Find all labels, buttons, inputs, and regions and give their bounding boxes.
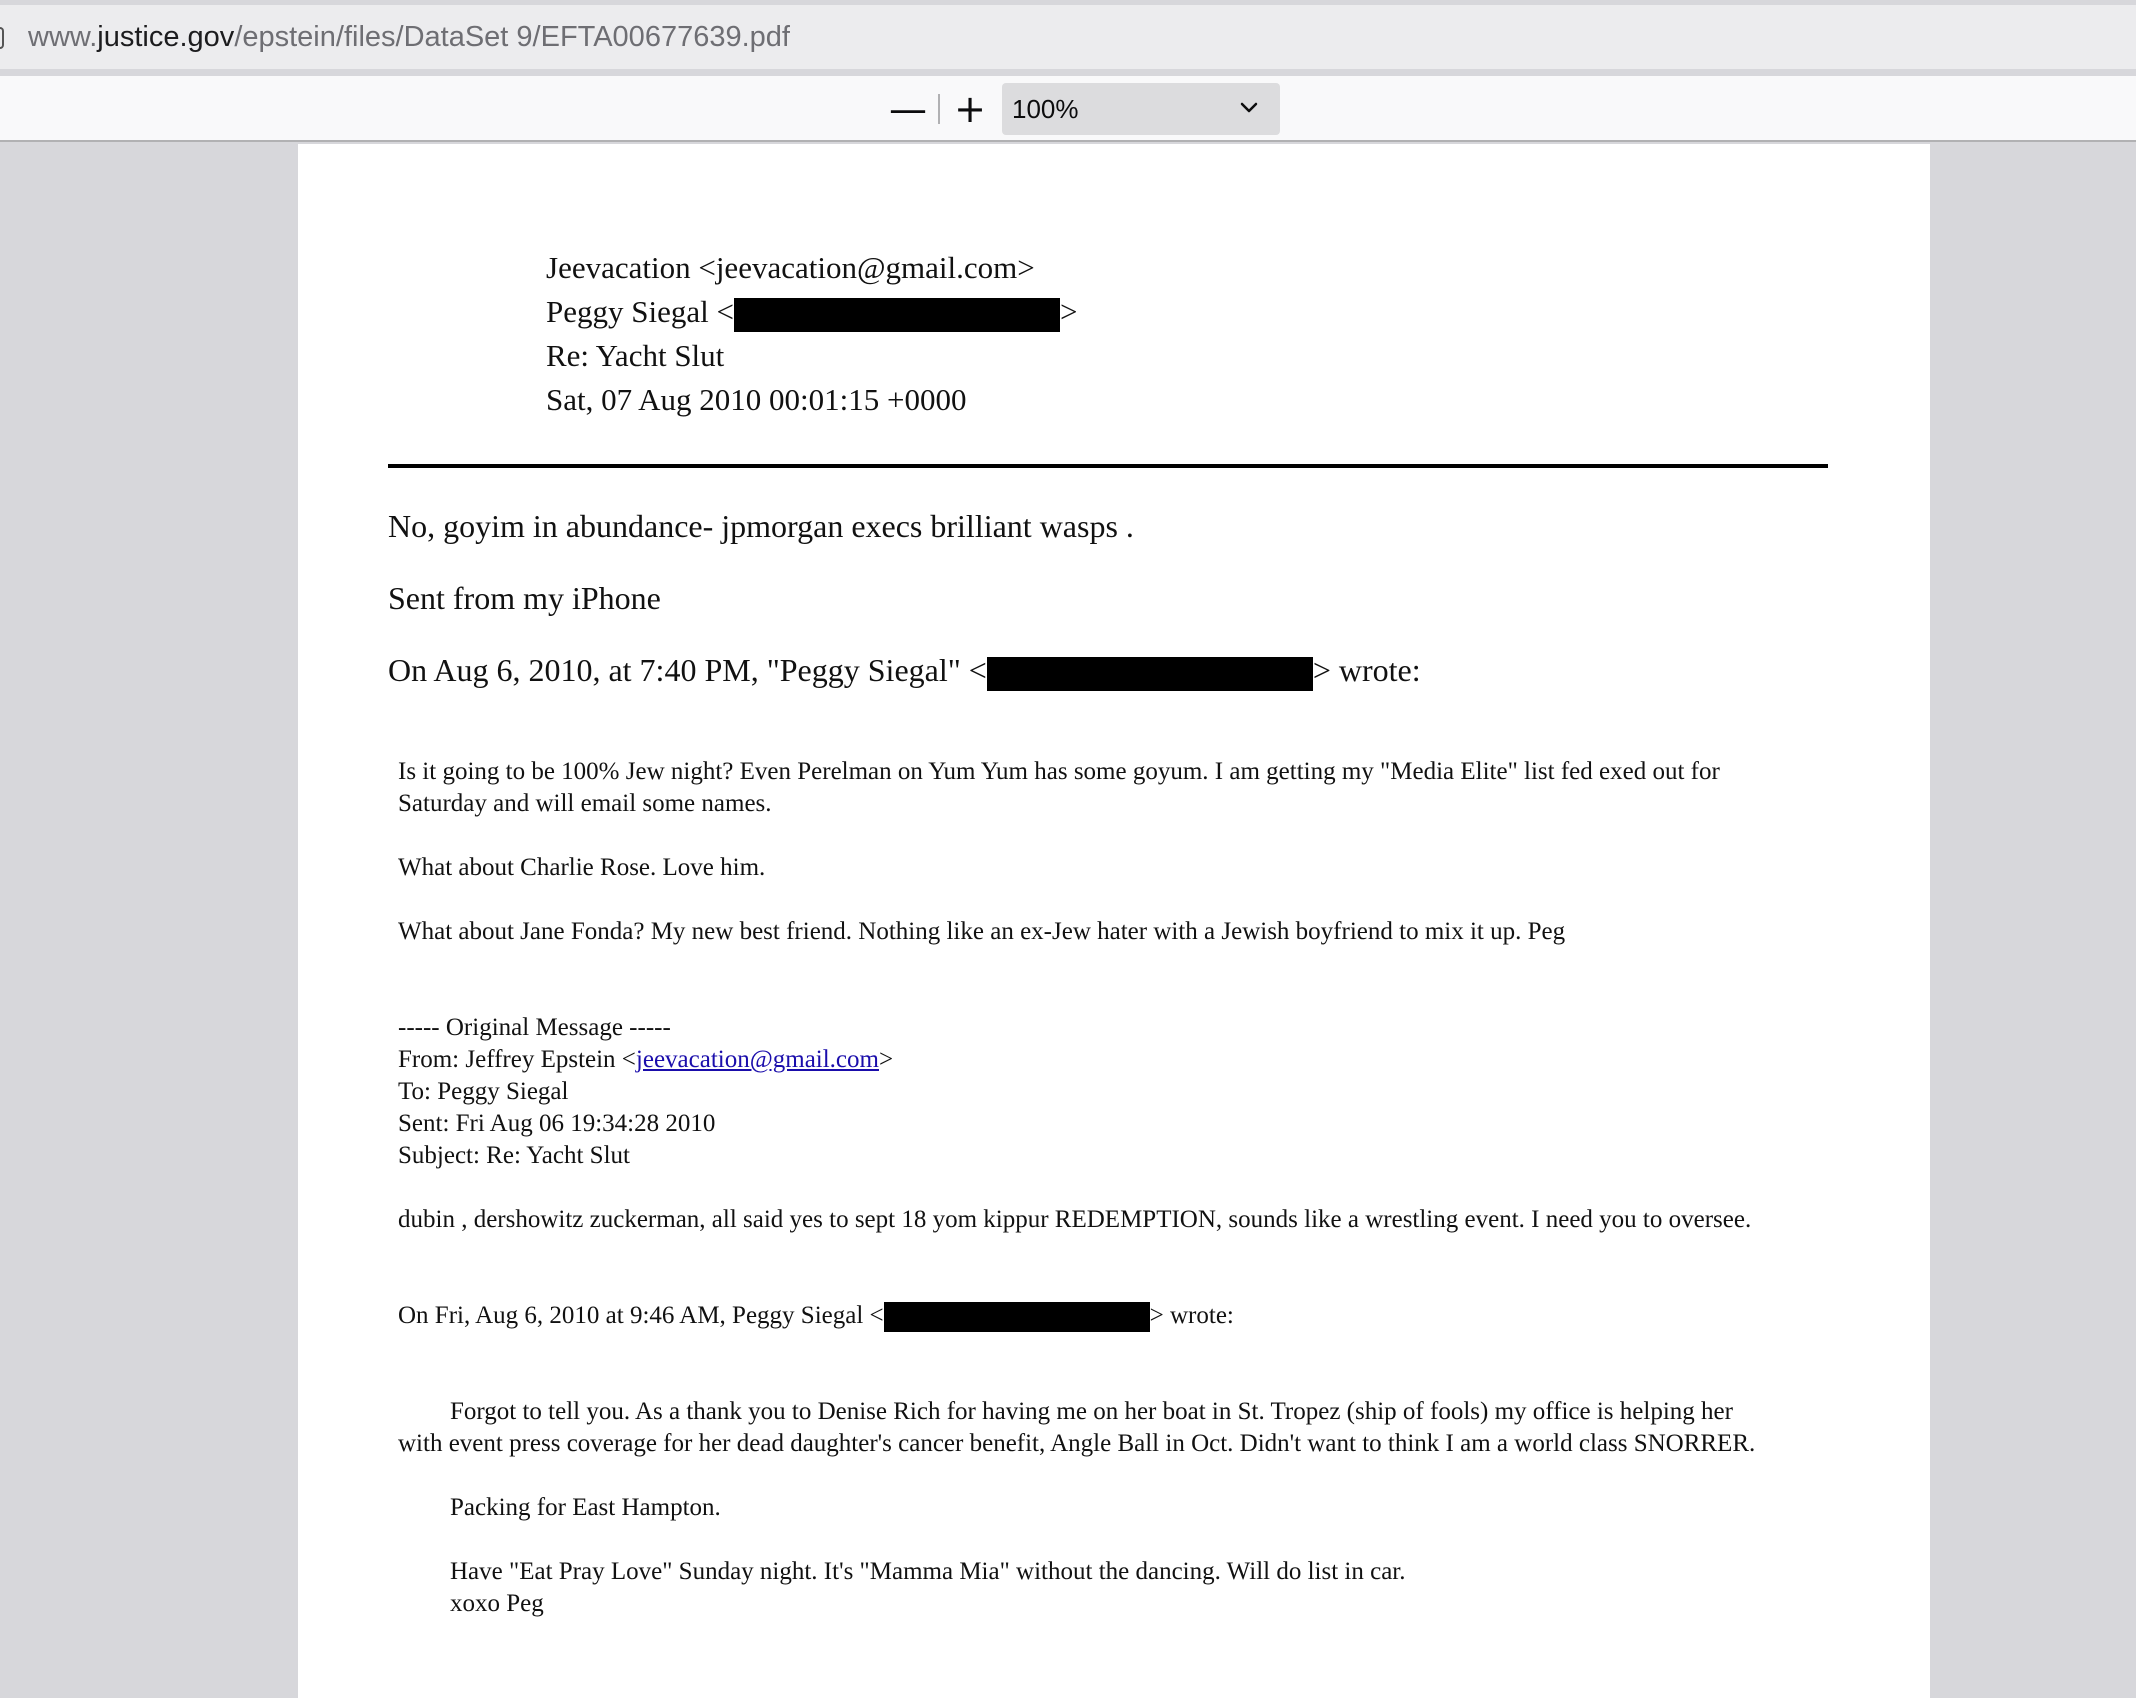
original-sent: Sent: Fri Aug 06 19:34:28 2010 [398, 1110, 716, 1137]
zoom-in-button[interactable] [942, 84, 998, 134]
original-from-suffix: > [878, 1046, 894, 1073]
address-bar[interactable] [0, 5, 2136, 69]
quote1-line-1: Is it going to be 100% Jew night? Even Perelman on Yum Yum has some goyum. I am getting my "Media Elite" list fed exed out for [398, 758, 1720, 785]
redaction-bar [987, 657, 1313, 691]
original-subject: Subject: Re: Yacht Slut [398, 1142, 630, 1169]
quote1-line-3: What about Charlie Rose. Love him. [398, 854, 766, 881]
quote2-line-1: Forgot to tell you. As a thank you to Denise Rich for having me on her boat in St. Tropez (ship of fools) my office is helping her [450, 1398, 1733, 1425]
redaction-bar [734, 298, 1060, 332]
to-value [546, 290, 1077, 334]
quote2-line-2: with event press coverage for her dead daughter's cancer benefit, Angle Ball in Oct. Didn't want to think I am a world class SNORRER. [398, 1430, 1756, 1457]
original-from-prefix: From: Jeffrey Epstein < [398, 1046, 636, 1073]
plus-icon: + [954, 87, 986, 131]
quote-intro [388, 650, 1421, 691]
quote1-line-4: What about Jane Fonda? My new best friend. Nothing like an ex-Jew hater with a Jewish boyfriend to mix it up. Peg [398, 918, 1566, 945]
zoom-value: 100% [1012, 94, 1079, 124]
date-value: Sat, 07 Aug 2010 00:01:15 +0000 [546, 382, 967, 417]
quote2-line-3: Packing for East Hampton. [450, 1494, 721, 1521]
original-to: To: Peggy Siegal [398, 1078, 569, 1105]
quote-intro-suffix: > wrote: [1312, 652, 1421, 688]
pdf-toolbar [0, 76, 2136, 142]
quote2-intro-suffix: > wrote: [1149, 1302, 1234, 1329]
redaction-bar [884, 1302, 1150, 1332]
header-divider [388, 464, 1828, 468]
quote2-intro [398, 1300, 1234, 1332]
chevron-down-icon [1236, 95, 1262, 121]
zoom-select[interactable] [1002, 83, 1280, 135]
body-line-2: Sent from my iPhone [388, 580, 661, 616]
url-prefix: www. [28, 21, 98, 53]
body-line-1: No, goyim in abundance- jpmorgan execs brilliant wasps . [388, 508, 1134, 544]
original-message-header: ----- Original Message ----- [398, 1014, 671, 1041]
toolbar-separator [938, 94, 940, 124]
quote2-intro-prefix: On Fri, Aug 6, 2010 at 9:46 AM, Peggy Siegal < [398, 1302, 884, 1329]
quote2-line-4: Have "Eat Pray Love" Sunday night. It's "Mamma Mia" without the dancing. Will do list in car. [450, 1558, 1406, 1585]
page-info-icon[interactable] [0, 27, 4, 49]
email-link[interactable]: jeevacation@gmail.com [635, 1046, 879, 1073]
zoom-out-button[interactable] [880, 84, 936, 134]
from-value: Jeevacation <jeevacation@gmail.com> [546, 250, 1035, 285]
to-value-prefix: Peggy Siegal < [546, 294, 734, 329]
original-body: dubin , dershowitz zuckerman, all said yes to sept 18 yom kippur REDEMPTION, sounds like a wrestling event. I need you to oversee. [398, 1206, 1752, 1233]
subject-value: Re: Yacht Slut [546, 338, 725, 373]
quote2-line-5: xoxo Peg [450, 1590, 544, 1617]
minus-icon: — [889, 87, 927, 131]
url-text[interactable] [28, 21, 790, 53]
original-from [398, 1044, 893, 1076]
quote1-line-2: Saturday and will email some names. [398, 790, 772, 817]
document-viewer[interactable] [0, 144, 2136, 1698]
quote-intro-prefix: On Aug 6, 2010, at 7:40 PM, "Peggy Siegal" < [388, 652, 987, 688]
url-path: /epstein/files/DataSet 9/EFTA00677639.pdf [234, 21, 790, 53]
to-value-suffix: > [1059, 294, 1078, 329]
url-domain: justice.gov [97, 21, 235, 53]
pdf-page [298, 144, 1930, 1698]
